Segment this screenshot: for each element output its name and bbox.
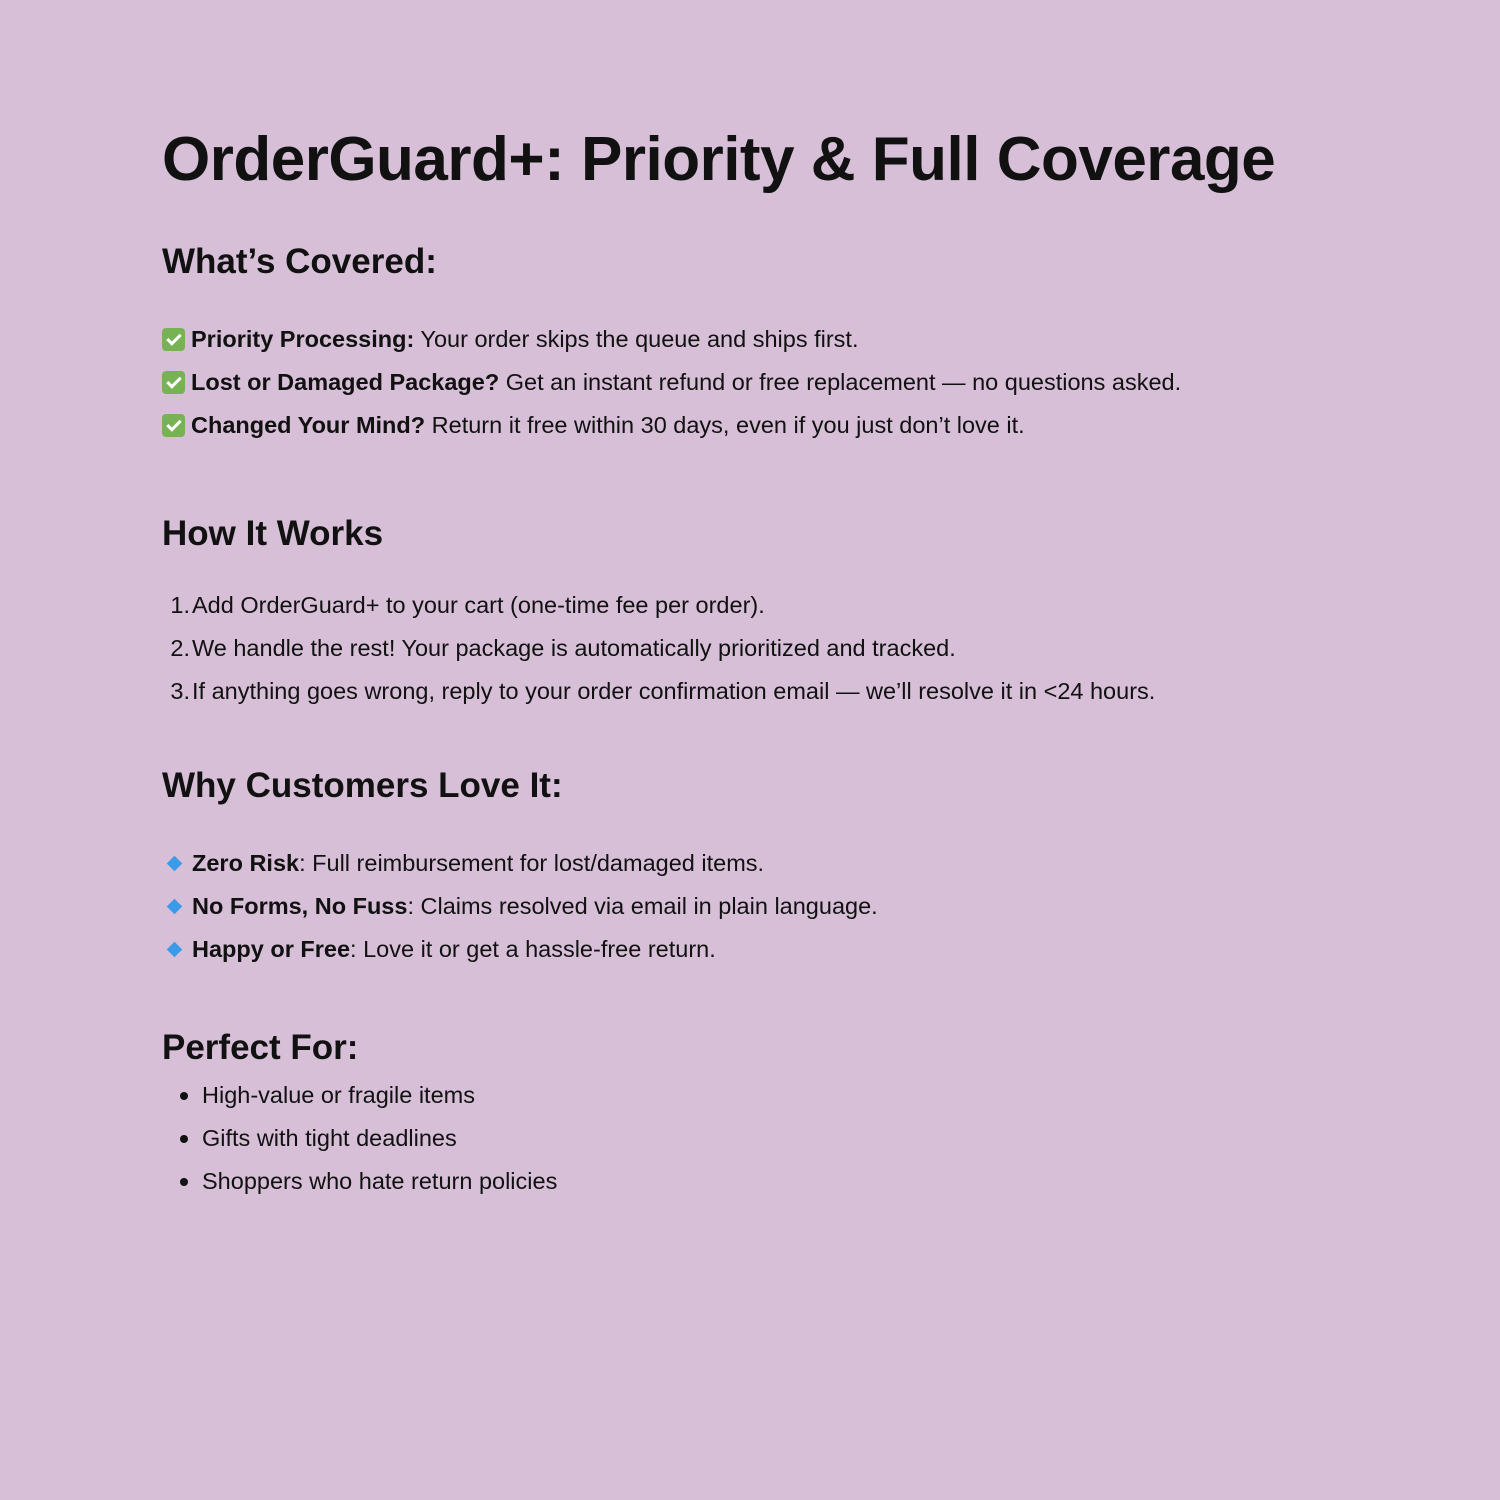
love-item-label: No Forms, No Fuss (192, 893, 408, 919)
page (162, 0, 1472, 1500)
love-item-label: Zero Risk (192, 850, 300, 876)
how-step (162, 584, 1155, 627)
bullet-dot-icon (180, 1092, 188, 1100)
step-number: 2. (170, 635, 190, 661)
covered-item (162, 318, 1181, 361)
blue-diamond-icon (167, 856, 183, 872)
love-item-text: : Love it or get a hassle-free return. (350, 936, 716, 962)
love-item-label: Happy or Free (192, 936, 351, 962)
covered-item-text: Get an instant refund or free replacement — no questions asked. (499, 369, 1182, 395)
perfect-item-text: Gifts with tight deadlines (202, 1125, 457, 1151)
love-item-text: : Claims resolved via email in plain language. (407, 893, 878, 919)
love-item-text: : Full reimbursement for lost/damaged items. (299, 850, 765, 876)
check-mark-icon (162, 414, 185, 437)
bullet-dot-icon (180, 1135, 188, 1143)
love-item (162, 928, 878, 971)
covered-item (162, 404, 1181, 447)
perfect-item-text: High-value or fragile items (202, 1082, 475, 1108)
covered-item-label: Priority Processing: (191, 326, 415, 352)
blue-diamond-icon (167, 899, 183, 915)
how-heading: How It Works (162, 514, 384, 553)
perfect-item (162, 1074, 557, 1117)
check-mark-icon (162, 371, 185, 394)
step-number: 1. (170, 592, 190, 618)
covered-list (162, 318, 1181, 447)
blue-diamond-icon (167, 942, 183, 958)
love-list (162, 842, 878, 971)
how-step (162, 627, 1155, 670)
perfect-heading: Perfect For: (162, 1028, 359, 1067)
love-item (162, 842, 878, 885)
step-text: Add OrderGuard+ to your cart (one-time fee per order). (192, 592, 765, 618)
how-step (162, 670, 1155, 713)
perfect-item (162, 1117, 557, 1160)
perfect-item (162, 1160, 557, 1203)
perfect-list (162, 1074, 557, 1203)
covered-item (162, 361, 1181, 404)
covered-heading: What’s Covered: (162, 242, 437, 281)
covered-item-label: Changed Your Mind? (191, 412, 426, 438)
covered-item-text: Your order skips the queue and ships first. (414, 326, 859, 352)
love-heading: Why Customers Love It: (162, 766, 563, 805)
step-number: 3. (170, 678, 190, 704)
page-title: OrderGuard+: Priority & Full Coverage (162, 125, 1276, 194)
covered-item-text: Return it free within 30 days, even if you just don’t love it. (425, 412, 1025, 438)
covered-item-label: Lost or Damaged Package? (191, 369, 500, 395)
love-item (162, 885, 878, 928)
step-text: We handle the rest! Your package is automatically prioritized and tracked. (192, 635, 956, 661)
step-text: If anything goes wrong, reply to your order confirmation email — we’ll resolve it in <24 hours. (192, 678, 1156, 704)
check-mark-icon (162, 328, 185, 351)
how-steps-list (162, 584, 1155, 713)
perfect-item-text: Shoppers who hate return policies (202, 1168, 558, 1194)
bullet-dot-icon (180, 1178, 188, 1186)
